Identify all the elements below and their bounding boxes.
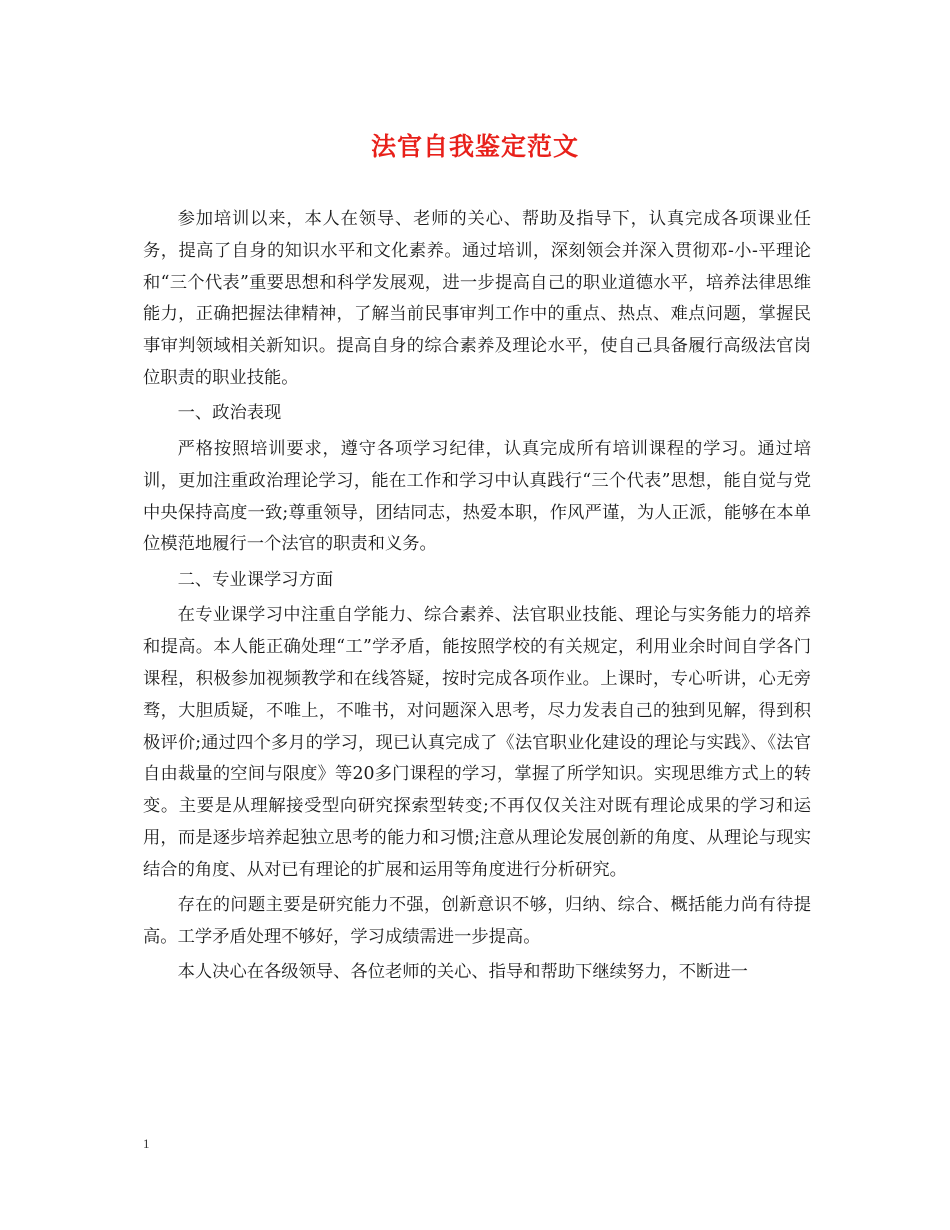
page-number: 1 bbox=[143, 1136, 150, 1151]
paragraph-study: 在专业课学习中注重自学能力、综合素养、法官职业技能、理论与实务能力的培养和提高。本人能正确处理“工”学矛盾，能按照学校的有关规定，利用业余时间自学各门课程，积极参加视频教学和在线答疑，按时完成各项作业。上课时，专心听讲，心无旁骛，大胆质疑，不唯上，不唯书，对问题深入思考，尽力发表自己的独到见解，得到积极评价;通过四个多月的学习，现已认真完成了《法官职业化建设的理论与实践》、《法官自由裁量的空间与限度》等20多门课程的学习，掌握了所学知识。实现思维方式上的转变。主要是从理解接受型向研究探索型转变;不再仅仅关注对既有理论成果的学习和运用，而是逐步培养起独立思考的能力和习惯;注意从理论发展创新的角度、从理论与现实结合的角度、从对已有理论的扩展和运用等角度进行分析研究。 bbox=[143, 605, 811, 880]
paragraph-problems: 存在的问题主要是研究能力不强，创新意识不够，归纳、综合、概括能力尚有待提高。工学矛盾处理不够好，学习成绩需进一步提高。 bbox=[143, 895, 811, 947]
paragraph-resolution: 本人决心在各级领导、各位老师的关心、指导和帮助下继续努力，不断进一 bbox=[177, 962, 748, 983]
section-heading-study: 二、专业课学习方面 bbox=[177, 569, 334, 590]
document-body bbox=[143, 204, 811, 993]
paragraph-politics: 严格按照培训要求，遵守各项学习纪律，认真完成所有培训课程的学习。通过培训，更加注重政治理论学习，能在工作和学习中认真践行“三个代表”思想，能自觉与党中央保持高度一致;尊重领导，团结同志，热爱本职，作风严谨，为人正派，能够在本单位模范地履行一个法官的职责和义务。 bbox=[143, 438, 811, 555]
section-heading-politics: 一、政治表现 bbox=[177, 403, 282, 424]
paragraph-intro: 参加培训以来，本人在领导、老师的关心、帮助及指导下，认真完成各项课业任务，提高了自身的知识水平和文化素养。通过培训，深刻领会并深入贯彻邓-小-平理论和“三个代表”重要思想和科学发展观，进一步提高自己的职业道德水平，培养法律思维能力，正确把握法律精神，了解当前民事审判工作中的重点、热点、难点问题，掌握民事审判领域相关新知识。提高自身的综合素养及理论水平，使自己具备履行高级法官岗位职责的职业技能。 bbox=[143, 209, 811, 388]
document-title: 法官自我鉴定范文 bbox=[370, 132, 579, 161]
